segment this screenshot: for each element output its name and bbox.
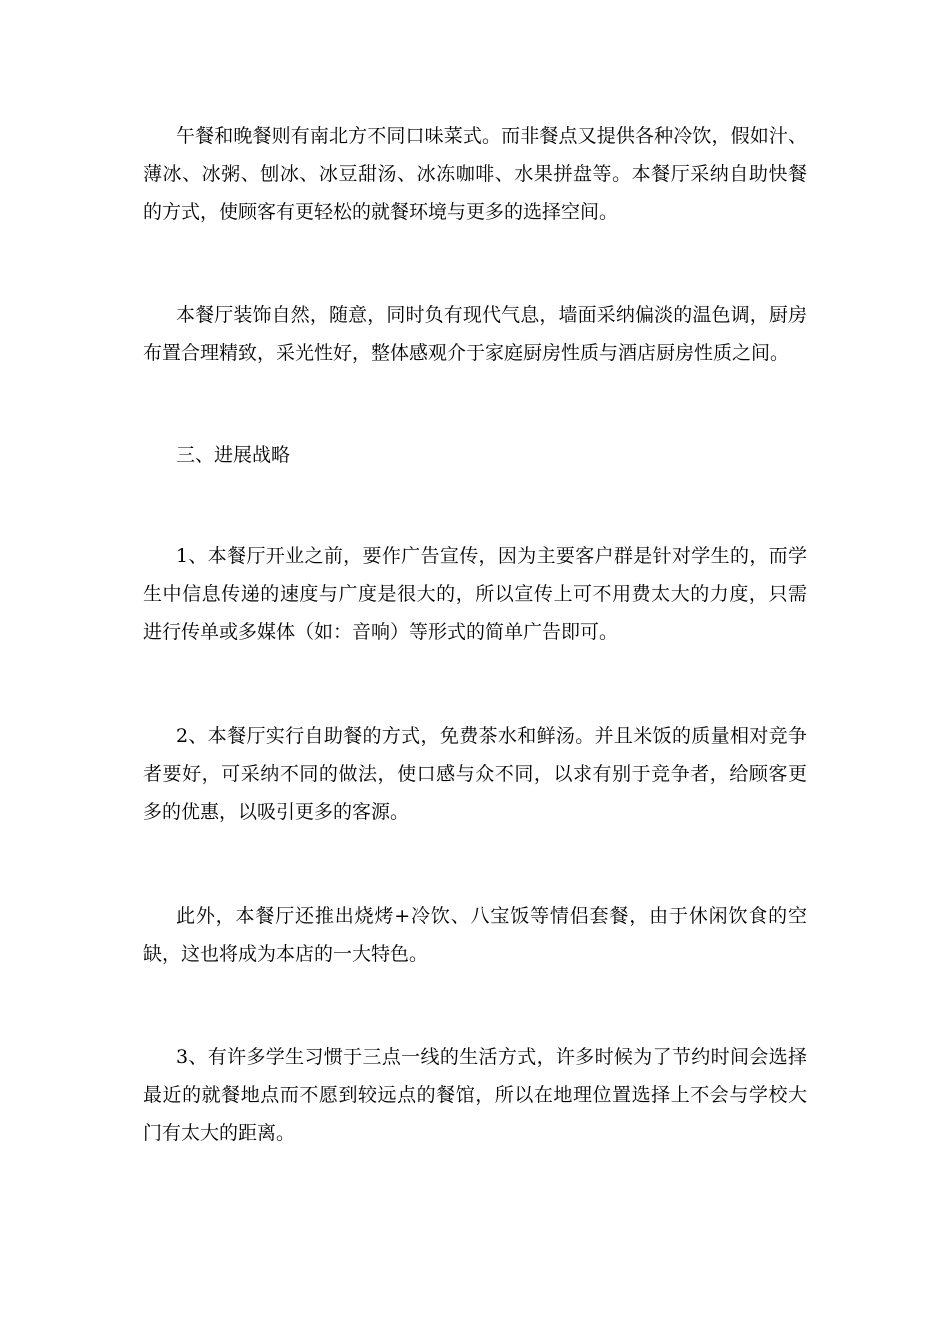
paragraph-couple-set-meal: 此外，本餐厅还推出烧烤+冷饮、八宝饭等情侣套餐，由于休闲饮食的空缺，这也将成为本店的一大特色。 <box>143 905 807 965</box>
paragraph-menu-description: 午餐和晚餐则有南北方不同口味菜式。而非餐点又提供各种冷饮，假如汁、薄冰、冰粥、刨冰、冰豆甜汤、冰冻咖啡、水果拼盘等。本餐厅采纳自助快餐的方式，使顾客有更轻松的就餐环境与更多的选择空间。 <box>143 125 807 223</box>
paragraph-decoration: 本餐厅装饰自然，随意，同时负有现代气息，墙面采纳偏淡的温色调，厨房布置合理精致，采光性好，整体感观介于家庭厨房性质与酒店厨房性质之间。 <box>143 304 807 364</box>
paragraph-strategy-3: 3、有许多学生习惯于三点一线的生活方式，许多时候为了节约时间会选择最近的就餐地点而不愿到较远点的餐馆，所以在地理位置选择上不会与学校大门有太大的距离。 <box>143 1046 807 1144</box>
paragraph-strategy-2: 2、本餐厅实行自助餐的方式，免费茶水和鲜汤。并且米饭的质量相对竞争者要好，可采纳不同的做法，使口感与众不同，以求有别于竞争者，给顾客更多的优惠，以吸引更多的客源。 <box>143 725 807 823</box>
section-heading-strategy: 三、进展战略 <box>176 444 291 466</box>
paragraph-strategy-1: 1、本餐厅开业之前，要作广告宣传，因为主要客户群是针对学生的，而学生中信息传递的速度与广度是很大的，所以宣传上可不用费太大的力度，只需进行传单或多媒体（如：音响）等形式的简单广告即可。 <box>143 545 807 643</box>
